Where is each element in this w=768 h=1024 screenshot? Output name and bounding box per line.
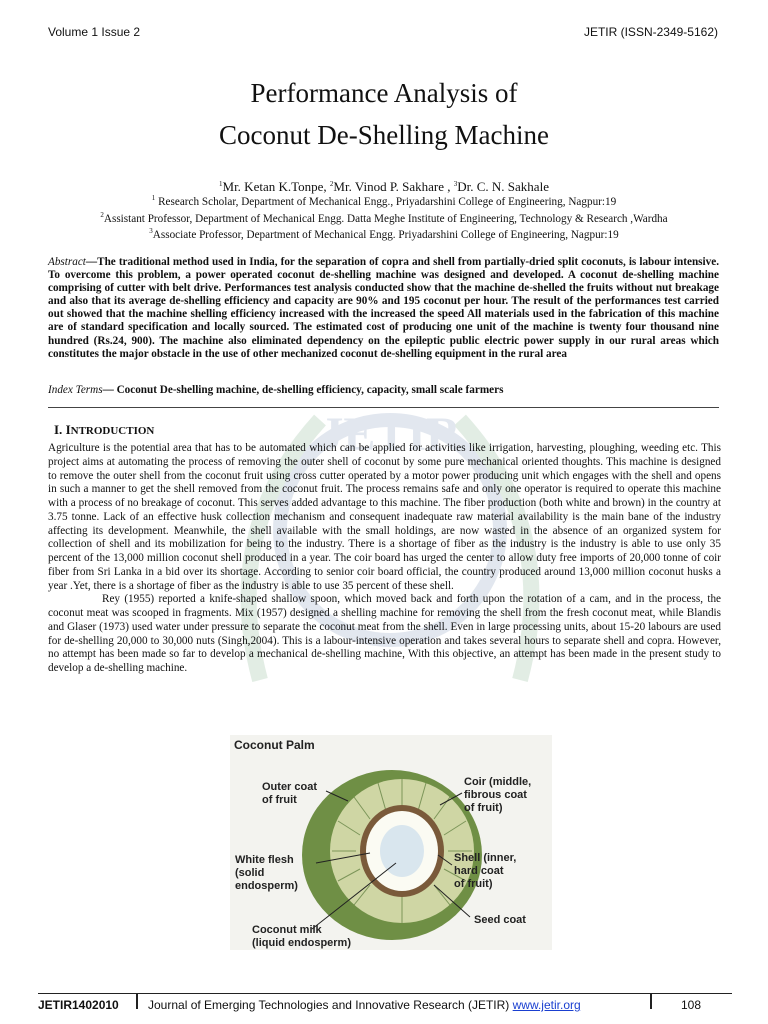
author-3-sup: 3: [453, 180, 458, 188]
label-outer-coat-2: of fruit: [262, 794, 297, 806]
volume-issue: Volume 1 Issue 2: [48, 25, 141, 39]
paper-title-line-1: Performance Analysis of: [250, 78, 518, 108]
footer-paper-code: JETIR1402010: [38, 998, 119, 1012]
affiliation-1: [0, 196, 768, 208]
figure-title: Coconut Palm: [234, 738, 315, 752]
footer-separator-2: [650, 994, 652, 1009]
section-title-initial: I: [65, 422, 71, 437]
coconut-milk-cavity: [380, 825, 424, 877]
affiliation-3: [0, 229, 768, 241]
footer-page-number: 108: [681, 998, 702, 1012]
footer-rule: [38, 993, 732, 994]
paragraph-1: Agriculture is the potential area that has to be automated which can be applied for activities like irrigation, harvesting, ploughing, weeding etc. This project aims at automating the process of removing the outer shell of coconut by some pure mechanical oriented thoughts. This machine is designed to remove the outer shell from the coconut fruit using cross cutter operated by a motor power producing unit which engages with the shell and opens in such a manner to get the shell removed from the coconut fruit. The process remains safe and only one operator is required to operate this machine with a process of no breakage of coconut. This serves added advantage to this machine. The fiber production (both white and brown) in the country at 3.75 tonne. Lack of an effective husk collection mechanism and consequent inadequate raw material availability is the main bane of the industry affecting its development. Meanwhile, the shell available with the small holdings, are now wasted in the absence of an organized system for collection of shell and its mobilization for being to the industry. There is a shortage of fiber as the industry is the industry is able to use only 35 percent of the 13,000 million coconut shell produced in a year. The coir board has urged the center to allow duty free imports of 20,000 tonne of coir fiber from Sri Lanka in a bid over its shortage. According to senior coir board official, the country produced around 13,000 million coconut husks a year .Yet, there is a shortage of fiber as the industry is able to use 35 percent of these shell.: [48, 442, 721, 592]
coconut-diagram: [230, 735, 552, 950]
label-coir-1: Coir (middle,: [464, 776, 532, 788]
section-number: I.: [54, 422, 66, 437]
label-outer-coat-1: Outer coat: [262, 781, 318, 793]
label-milk-2: (liquid endosperm): [252, 937, 351, 949]
abstract-divider: [48, 407, 719, 408]
footer-journal-link[interactable]: www.jetir.org: [512, 998, 581, 1012]
affiliation-3-text: Associate Professor, Department of Mechanical Engg. Priyadarshini College of Engineering, Nagpur:19: [152, 229, 619, 241]
index-terms-text: — Coconut De-shelling machine, de-shelling efficiency, capacity, small scale farmers: [102, 384, 504, 396]
paper-title-line-2: Coconut De-Shelling Machine: [219, 120, 549, 150]
footer-separator-1: [136, 994, 138, 1009]
label-shell-1: Shell (inner,: [454, 852, 517, 864]
index-terms-label: Index Terms: [48, 384, 103, 396]
label-flesh-1: White flesh: [235, 854, 294, 866]
footer-journal-name: Journal of Emerging Technologies and Innovative Research (JETIR): [148, 998, 513, 1012]
affiliation-2: [0, 213, 768, 225]
author-2: Mr. Vinod P. Sakhare ,: [333, 179, 454, 194]
paragraph-2: Rey (1955) reported a knife-shaped shallow spoon, which moved back and forth upon the rotation of a cam, and in the process, the coconut meat was scooped in fragments. Mix (1957) designed a shelling machine for removing the shell from the fresh coconut meat, while Blandis and Glaser (1973) used water under pressure to separate the coconut meat from the shell. Even in large processing units, about 15-20 labours are used for de-shelling 20,000 to 30,000 nuts (Singh,2004). This is a labour-intensive operation and takes several hours to separate shell and copra. However, no attempt has been made so far to develop a mechanical de-shelling machine, With this objective, an attempt has been made in the present study to develop a de-shelling machine.: [48, 593, 721, 674]
label-seed-coat: Seed coat: [474, 914, 526, 926]
author-list: [0, 179, 768, 195]
author-1-sup: 1: [219, 180, 223, 188]
label-shell-3: of fruit): [454, 878, 493, 890]
abstract-label: Abstract: [48, 256, 86, 268]
affiliation-2-text: Assistant Professor, Department of Mechanical Engg. Datta Meghe Institute of Engineering, Technology & Research ,Wardha: [103, 213, 668, 225]
author-2-sup: 2: [329, 180, 334, 188]
affiliation-1-sup: 1: [151, 194, 156, 202]
label-coir-2: fibrous coat: [464, 789, 527, 801]
journal-issn: JETIR (ISSN-2349-5162): [583, 25, 718, 39]
affiliation-1-text: Research Scholar, Department of Mechanical Engg., Priyadarshini College of Engineering, Nagpur:19: [155, 196, 617, 208]
footer-journal: [148, 998, 581, 1012]
affiliation-3-sup: 3: [149, 227, 153, 235]
abstract-text: —The traditional method used in India, for the separation of copra and shell from partially-dried split coconuts, is labour intensive. To overcome this problem, a power operated coconut de-shelling machine was designed and developed. A coconut de-shelling machine comprising of cutter with belt drive. Performances test analysis conducted show that the machine de-shelled the fruits without nut breakage and also that its average de-shelling efficiency and capacity are 90% and 195 coconut per hour. The result of the performances test carried out showed that the machine shelling efficiency increased with the increased the speed All materials used in the fabrication of this machine are of standard specification and locally sourced. The estimated cost of producing one unit of the machine is twenty four thousand nine hundred (Rs.24, 900). The machine also eliminated dependency on the epileptic public electric power supply in our rural areas which constitutes the major obstacle in the use of other mechanized coconut de-shelling equipment in the rural area: [48, 256, 719, 360]
coconut-cross-section-figure: [230, 735, 552, 950]
label-flesh-2: (solid: [235, 867, 265, 879]
label-shell-2: hard coat: [454, 865, 504, 877]
introduction-body: [48, 442, 721, 676]
affiliation-2-sup: 2: [100, 211, 104, 219]
section-heading-introduction: [54, 422, 154, 438]
section-title-rest: NTRODUCTION: [70, 425, 155, 437]
index-terms: [48, 384, 719, 396]
abstract: [48, 256, 719, 361]
author-1: Mr. Ketan K.Tonpe,: [222, 179, 330, 194]
label-flesh-3: endosperm): [235, 880, 298, 892]
author-3: Dr. C. N. Sakhale: [457, 179, 549, 194]
watermark-text: JETIR: [319, 408, 461, 461]
label-milk-1: Coconut milk: [252, 924, 322, 936]
label-coir-3: of fruit): [464, 802, 503, 814]
